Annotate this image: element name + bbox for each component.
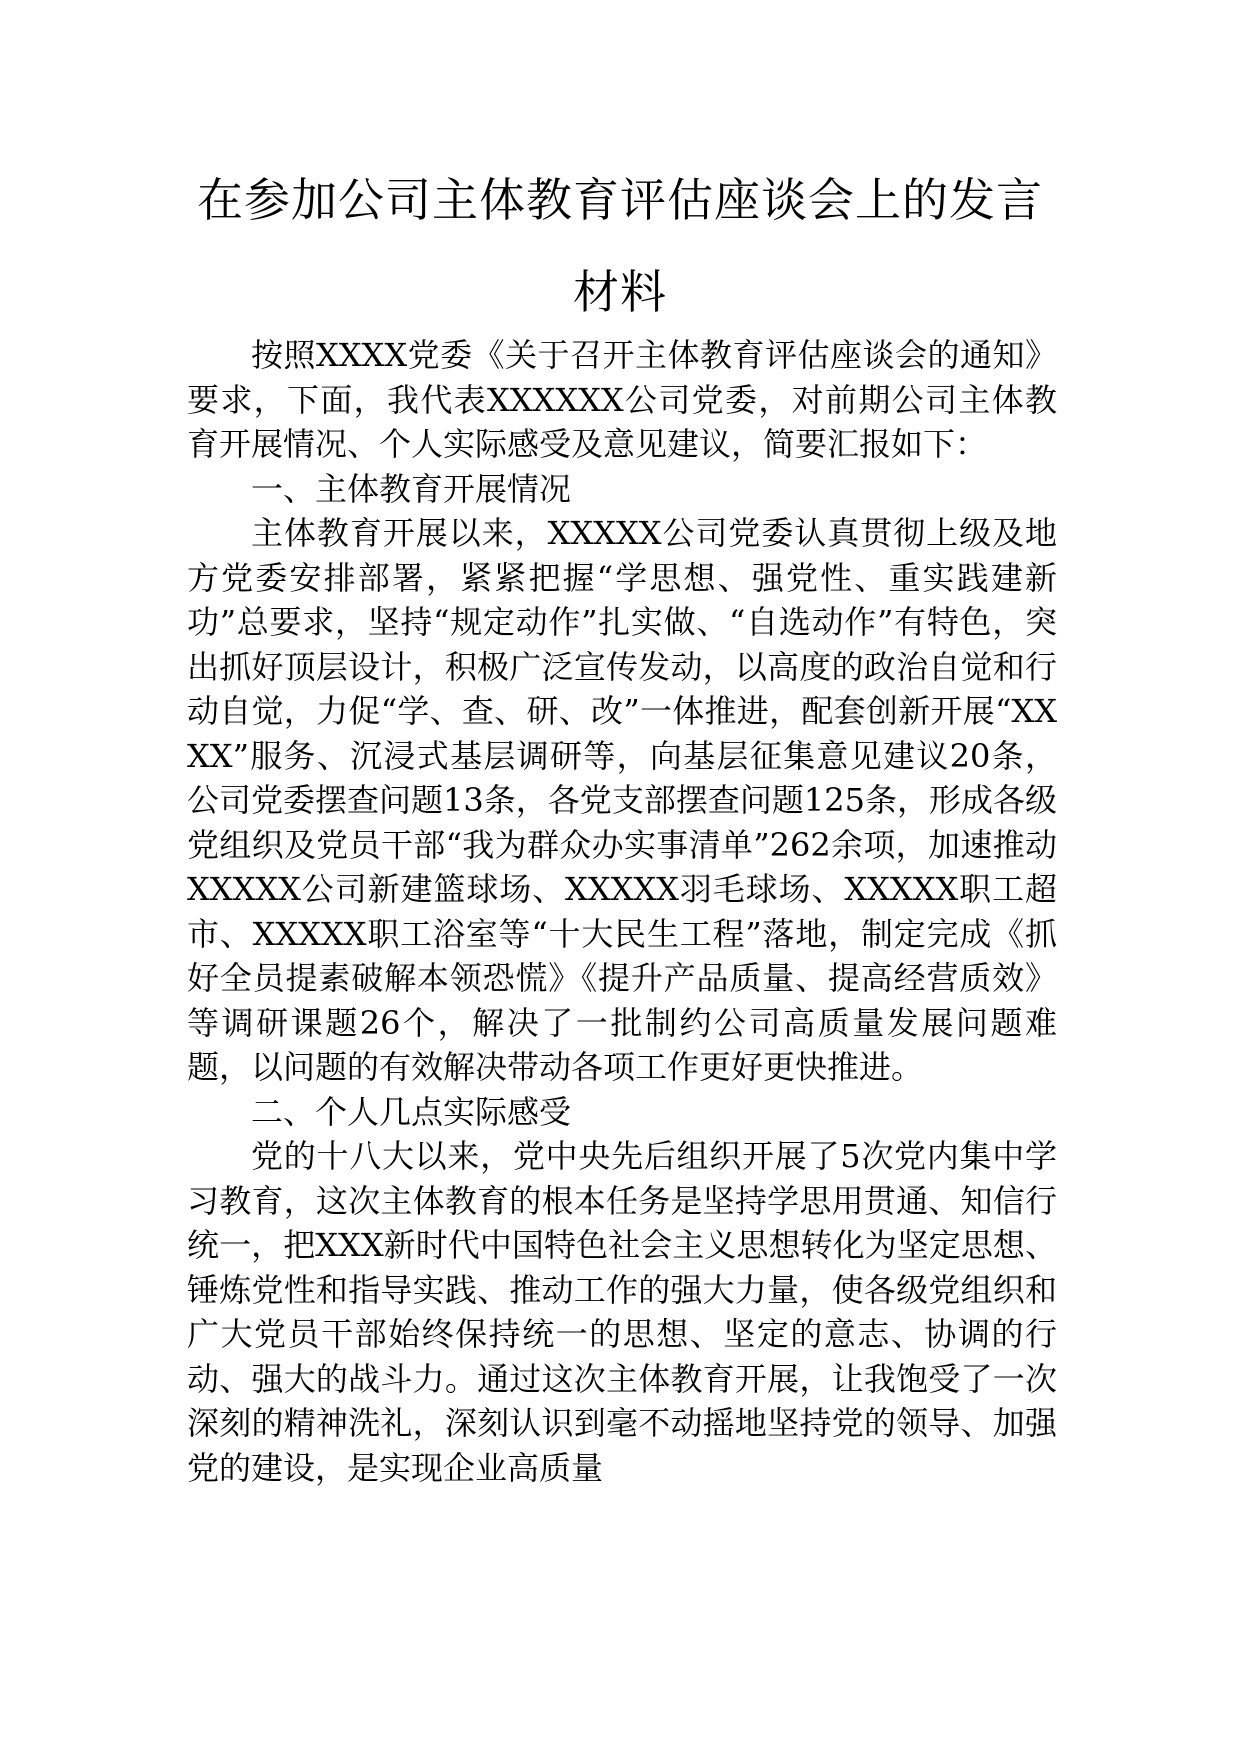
section-2-paragraph: 党的十八大以来，党中央先后组织开展了5次党内集中学习教育，这次主体教育的根本任务是坚持学思用贯通、知信行统一，把XXX新时代中国特色社会主义思想转化为坚定思想、锤炼党性和指导实践、推动工作的强大力量，使各级党组织和广大党员干部始终保持统一的思想、坚定的意志、协调的行动、强大的战斗力。通过这次主体教育开展，让我饱受了一次深刻的精神洗礼，深刻认识到毫不动摇地坚持党的领导、加强党的建设，是实现企业高质量 [187, 1137, 1057, 1487]
section-heading-1: 一、主体教育开展情况 [251, 469, 572, 508]
document-title-line-1: 在参加公司主体教育评估座谈会上的发言 [197, 173, 1043, 227]
intro-paragraph: 按照XXXX党委《关于召开主体教育评估座谈会的通知》要求，下面，我代表XXXXXX公司党委，对前期公司主体教育开展情况、个人实际感受及意见建议，简要汇报如下： [187, 336, 1057, 463]
section-1-paragraph: 主体教育开展以来，XXXXX公司党委认真贯彻上级及地方党委安排部署，紧紧把握“学思想、强党性、重实践建新功”总要求，坚持“规定动作”扎实做、“自选动作”有特色，突出抓好顶层设计，积极广泛宣传发动，以高度的政治自觉和行动自觉，力促“学、查、研、改”一体推进，配套创新开展“XXXX”服务、沉浸式基层调研等，向基层征集意见建议20条，公司党委摆查问题13条，各党支部摆查问题125条，形成各级党组织及党员干部“我为群众办实事清单”262余项，加速推动XXXXX公司新建篮球场、XXXXX羽毛球场、XXXXX职工超市、XXXXX职工浴室等“十大民生工程”落地，制定完成《抓好全员提素破解本领恐慌》《提升产品质量、提高经营质效》等调研课题26个，解决了一批制约公司高质量发展问题难题，以问题的有效解决带动各项工作更好更快推进。 [187, 514, 1057, 1086]
document-title-line-2: 材料 [573, 265, 667, 319]
section-heading-2: 二、个人几点实际感受 [251, 1092, 572, 1131]
document-body [187, 333, 1057, 1490]
